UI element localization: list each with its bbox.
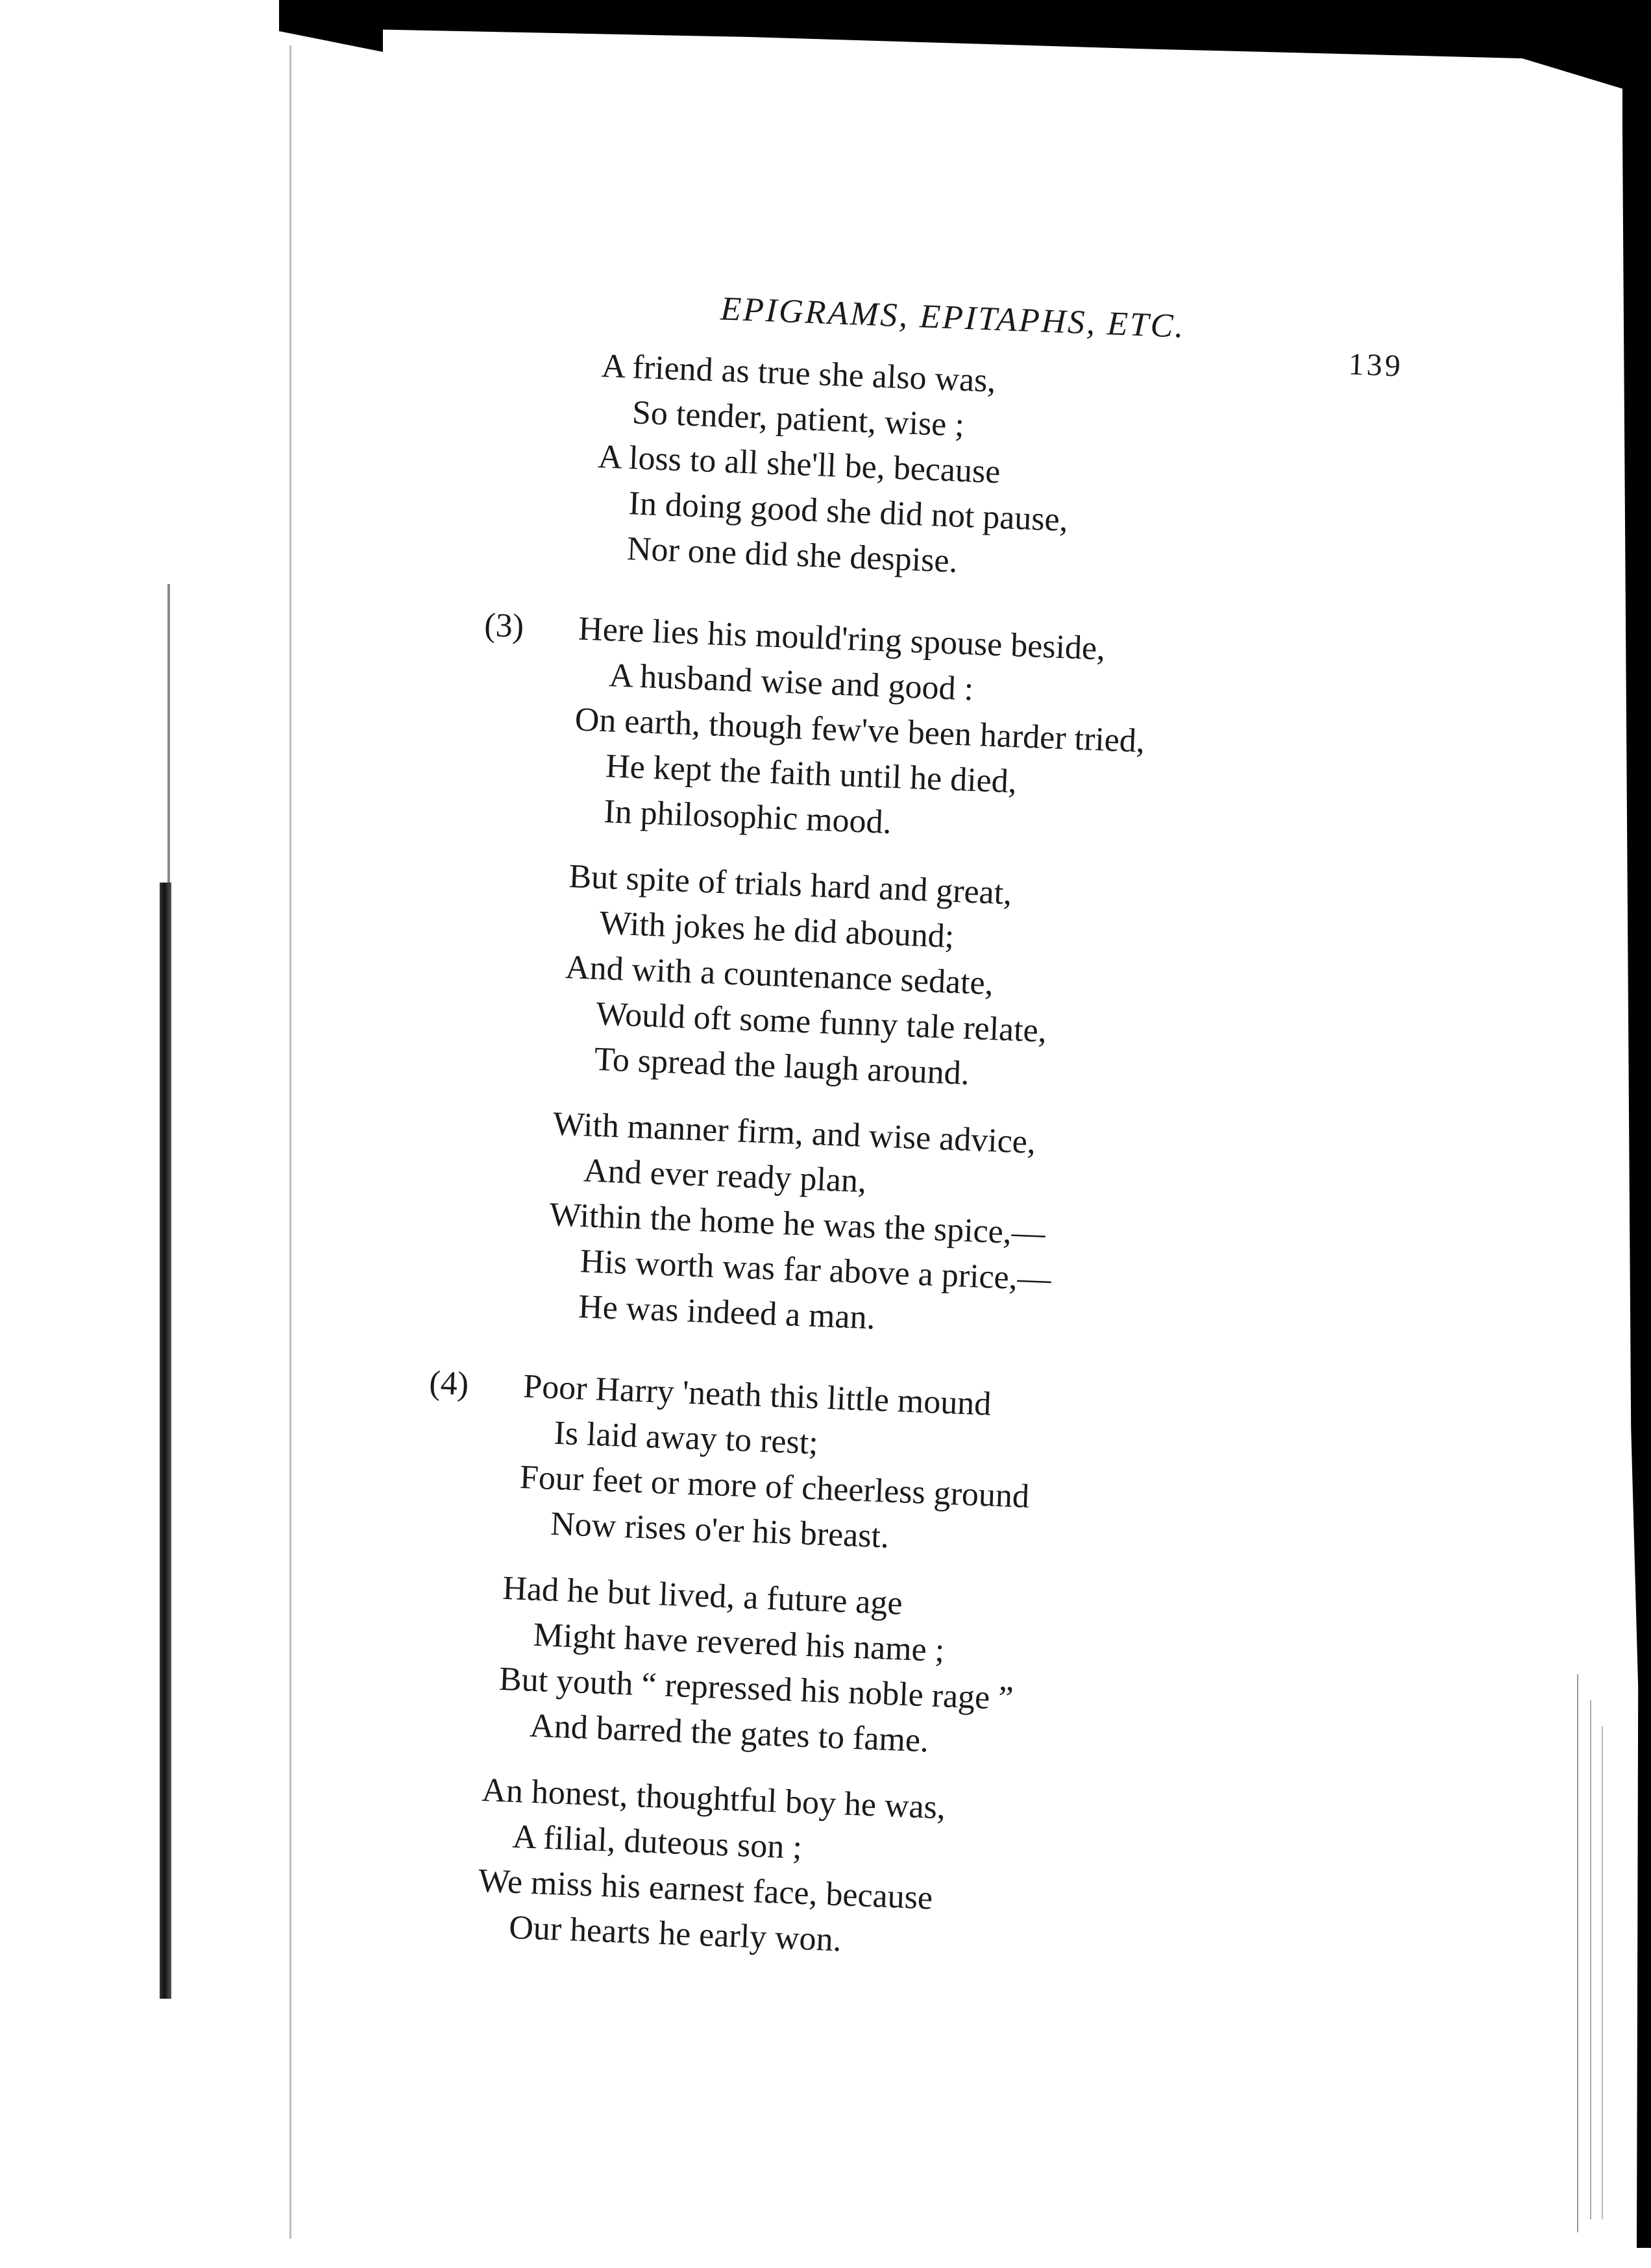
poem-line: Within the home he was the spice,— bbox=[548, 1196, 1046, 1252]
stanza bbox=[545, 1101, 1513, 1365]
poem-line: A loss to all she'll be, because bbox=[597, 438, 1001, 491]
poem-line: Our hearts he early won. bbox=[508, 1908, 842, 1959]
poem-line: Might have revered his name ; bbox=[532, 1616, 946, 1670]
poem-line: Is laid away to rest; bbox=[553, 1414, 819, 1462]
poem-line: His worth was far above a price,— bbox=[579, 1243, 1052, 1299]
poem-line: He kept the faith until he died, bbox=[605, 748, 1018, 801]
poem-line: A husband wise and good : bbox=[608, 657, 975, 708]
poem-body bbox=[428, 343, 1543, 2008]
poem-line: A friend as true she also was, bbox=[600, 347, 997, 400]
poem-line: Would oft some funny tale relate, bbox=[595, 995, 1047, 1050]
poem-line: To spread the laugh around. bbox=[593, 1040, 970, 1092]
poem-line: But youth “ repressed his noble rage ” bbox=[498, 1660, 1014, 1718]
poem-line: He was indeed a man. bbox=[578, 1288, 876, 1337]
poem-line: An honest, thoughtful boy he was, bbox=[481, 1771, 947, 1827]
poem-line: In doing good she did not pause, bbox=[628, 485, 1069, 539]
poem-line: Poor Harry 'neath this little mound bbox=[522, 1367, 992, 1423]
stanza bbox=[483, 606, 1532, 870]
section-number: (3) bbox=[483, 606, 525, 646]
poem-line: On earth, though few've been harder tried, bbox=[574, 701, 1145, 760]
poem-line: Nor one did she despise. bbox=[626, 530, 959, 580]
poem-line: But spite of trials hard and great, bbox=[568, 858, 1013, 912]
stanza bbox=[594, 343, 1543, 606]
poem-line: So tender, patient, wise ; bbox=[631, 394, 965, 444]
stanza bbox=[496, 1566, 1496, 1786]
page-number: 139 bbox=[1347, 347, 1404, 384]
poem-line: Four feet or more of cheerless ground bbox=[519, 1458, 1031, 1515]
poem-line: With manner firm, and wise advice, bbox=[552, 1105, 1036, 1161]
poem-line: With jokes he did abound; bbox=[598, 904, 955, 955]
poem-line: Here lies his mould'ring spouse beside, bbox=[578, 610, 1107, 668]
poem-line: Had he but lived, a future age bbox=[502, 1569, 903, 1622]
stanza bbox=[476, 1768, 1488, 1988]
poem-line: And with a countenance sedate, bbox=[565, 948, 994, 1003]
poem-line: A filial, duteous son ; bbox=[511, 1818, 803, 1866]
poem-line: And barred the gates to fame. bbox=[529, 1707, 930, 1760]
section-number: (4) bbox=[428, 1364, 470, 1403]
running-head: EPIGRAMS, EPITAPHS, ETC. bbox=[720, 290, 1186, 345]
stanza bbox=[428, 1364, 1504, 1583]
poem-line: We miss his earnest face, because bbox=[478, 1862, 934, 1917]
stanza bbox=[561, 854, 1523, 1117]
poem-line: And ever ready plan, bbox=[583, 1152, 868, 1200]
poem-line: Now rises o'er his breast. bbox=[550, 1505, 890, 1555]
poem-line: In philosophic mood. bbox=[603, 793, 892, 842]
